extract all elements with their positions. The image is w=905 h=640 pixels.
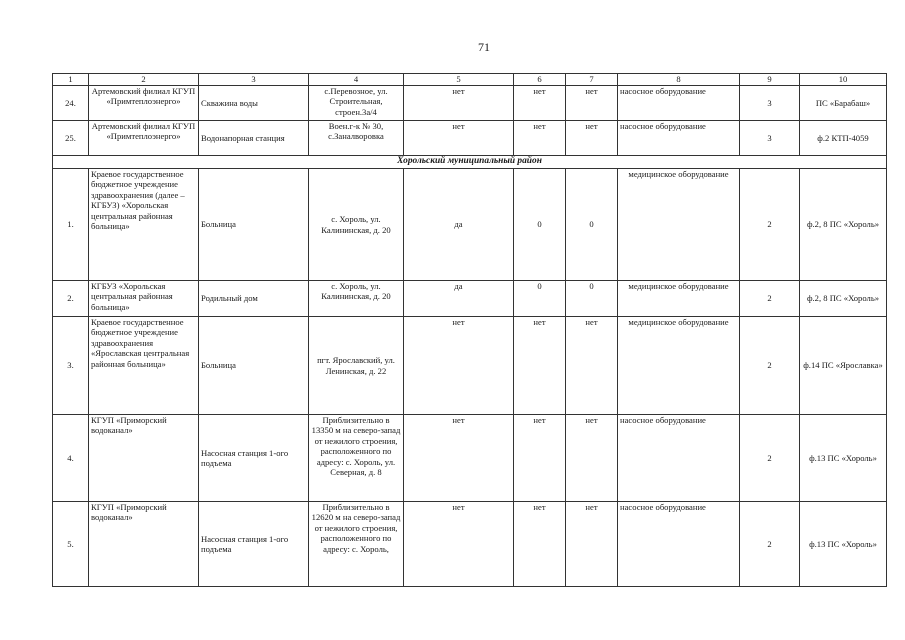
col5-cell: да (404, 169, 514, 281)
table-row (53, 415, 887, 502)
address-cell: с. Хороль, ул. Калининская, д. 20 (309, 169, 404, 281)
equipment-cell: медицинское оборудование (618, 281, 740, 317)
object-cell: Больница (199, 317, 309, 415)
equipment-cell: насосное оборудование (618, 121, 740, 156)
col9-cell: 2 (740, 502, 800, 587)
col9-cell: 2 (740, 317, 800, 415)
table-row (53, 281, 887, 317)
header-cell: 1 (53, 74, 89, 86)
address-cell: с.Перевозное, ул. Строительная, строен.3а/4 (309, 86, 404, 121)
power-source-cell: ф.13 ПС «Хороль» (800, 502, 887, 587)
col5-cell: нет (404, 502, 514, 587)
header-cell: 2 (89, 74, 199, 86)
col7-cell: нет (566, 121, 618, 156)
organization-cell: Артемовский филиал КГУП «Примтеплоэнерго» (89, 86, 199, 121)
col7-cell: нет (566, 317, 618, 415)
col7-cell: 0 (566, 281, 618, 317)
equipment-cell: медицинское оборудование (618, 169, 740, 281)
col9-cell: 3 (740, 86, 800, 121)
power-source-cell: ф.14 ПС «Ярославка» (800, 317, 887, 415)
header-cell: 3 (199, 74, 309, 86)
object-cell: Насосная станция 1-ого подъема (199, 415, 309, 502)
organization-cell: КГУП «Приморский водоканал» (89, 415, 199, 502)
col5-cell: нет (404, 121, 514, 156)
col5-cell: нет (404, 415, 514, 502)
col6-cell: нет (514, 121, 566, 156)
power-source-cell: ПС «Барабаш» (800, 86, 887, 121)
equipment-cell: медицинское оборудование (618, 317, 740, 415)
col6-cell: 0 (514, 281, 566, 317)
address-cell: с. Хороль, ул. Калининская, д. 20 (309, 281, 404, 317)
object-cell: Скважина воды (199, 86, 309, 121)
equipment-cell: насосное оборудование (618, 502, 740, 587)
header-cell: 7 (566, 74, 618, 86)
address-cell: Приблизительно в 12620 м на северо-запад от нежилого строения, расположенного по адресу: с. Хороль, (309, 502, 404, 587)
col5-cell: нет (404, 86, 514, 121)
power-source-cell: ф.13 ПС «Хороль» (800, 415, 887, 502)
col6-cell: нет (514, 317, 566, 415)
page-number: 71 (478, 40, 490, 54)
power-source-cell: ф.2, 8 ПС «Хороль» (800, 169, 887, 281)
power-source-cell: ф.2 КТП-4059 (800, 121, 887, 156)
col9-cell: 2 (740, 169, 800, 281)
header-cell: 5 (404, 74, 514, 86)
organization-cell: КГУП «Приморский водоканал» (89, 502, 199, 587)
address-cell: Приблизительно в 13350 м на северо-запад от нежилого строения, расположенного по адресу: с. Хороль, ул. Северная, д. 8 (309, 415, 404, 502)
power-source-cell: ф.2, 8 ПС «Хороль» (800, 281, 887, 317)
header-cell: 4 (309, 74, 404, 86)
header-cell: 9 (740, 74, 800, 86)
col7-cell: нет (566, 415, 618, 502)
organization-cell: Краевое государственное бюджетное учреждение здравоохранения (далее – КГБУЗ) «Хорольская центральная районная больница» (89, 169, 199, 281)
row-number: 5. (53, 502, 89, 587)
table-row (53, 169, 887, 281)
row-number: 1. (53, 169, 89, 281)
object-cell: Больница (199, 169, 309, 281)
col7-cell: 0 (566, 169, 618, 281)
table-row (53, 502, 887, 587)
organization-cell: Краевое государственное бюджетное учреждение здравоохранения «Ярославская центральная районная больница» (89, 317, 199, 415)
table-row (53, 86, 887, 121)
col6-cell: нет (514, 502, 566, 587)
object-cell: Водонапорная станция (199, 121, 309, 156)
col6-cell: нет (514, 86, 566, 121)
col9-cell: 3 (740, 121, 800, 156)
table-header-row (53, 74, 887, 86)
object-cell: Насосная станция 1-ого подъема (199, 502, 309, 587)
organization-cell: КГБУЗ «Хорольская центральная районная больница» (89, 281, 199, 317)
table-row (53, 121, 887, 156)
equipment-cell: насосное оборудование (618, 86, 740, 121)
row-number: 24. (53, 86, 89, 121)
col9-cell: 2 (740, 281, 800, 317)
col7-cell: нет (566, 86, 618, 121)
col9-cell: 2 (740, 415, 800, 502)
row-number: 4. (53, 415, 89, 502)
equipment-cell: насосное оборудование (618, 415, 740, 502)
objects-table (52, 73, 887, 587)
address-cell: пгт. Ярославский, ул. Ленинская, д. 22 (309, 317, 404, 415)
address-cell: Воен.г-к № 30, с.Заналворовка (309, 121, 404, 156)
col6-cell: 0 (514, 169, 566, 281)
object-cell: Родильный дом (199, 281, 309, 317)
col5-cell: да (404, 281, 514, 317)
header-cell: 10 (800, 74, 887, 86)
organization-cell: Артемовский филиал КГУП «Примтеплоэнерго» (89, 121, 199, 156)
section-title: Хорольский муниципальный район (53, 156, 887, 169)
row-number: 25. (53, 121, 89, 156)
table-row (53, 317, 887, 415)
header-cell: 8 (618, 74, 740, 86)
row-number: 3. (53, 317, 89, 415)
row-number: 2. (53, 281, 89, 317)
col5-cell: нет (404, 317, 514, 415)
col7-cell: нет (566, 502, 618, 587)
header-cell: 6 (514, 74, 566, 86)
col6-cell: нет (514, 415, 566, 502)
section-row (53, 156, 887, 169)
